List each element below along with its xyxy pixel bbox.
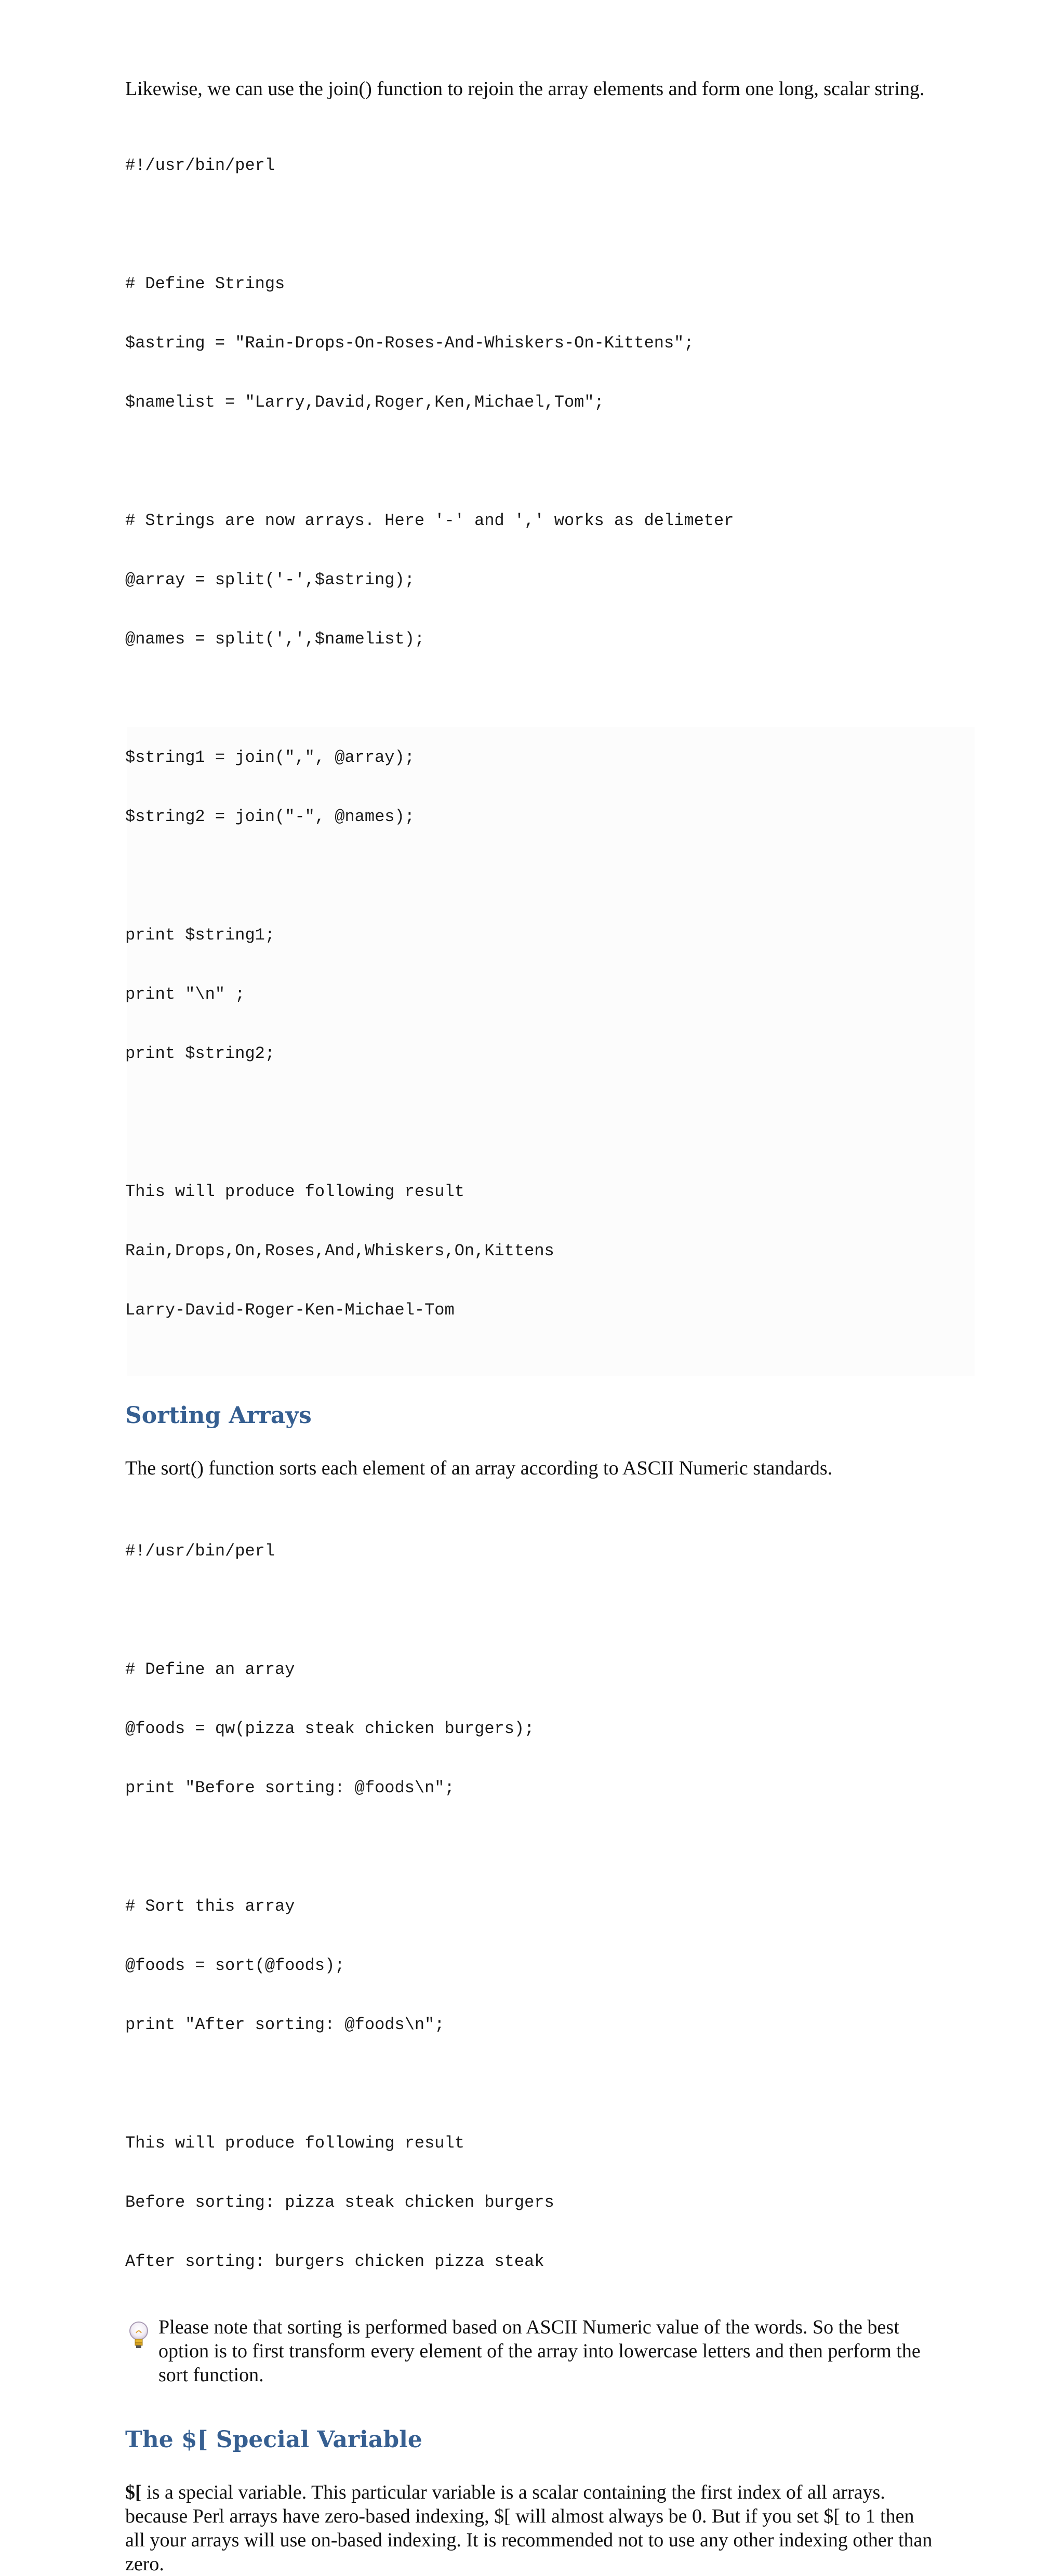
code-line (125, 452, 936, 472)
code-line: @foods = qw(pizza steak chicken burgers); (125, 1719, 535, 1738)
code-line: This will produce following result (125, 1182, 464, 1201)
code-line: $astring = "Rain-Drops-On-Roses-And-Whiskers-On-Kittens"; (125, 333, 694, 353)
code-line: # Define an array (125, 1660, 295, 1679)
code-line (125, 2074, 936, 2094)
code-line: print $string1; (125, 925, 275, 945)
code-line: @names = split(',',$namelist); (125, 629, 425, 649)
code-line: #!/usr/bin/perl (125, 1541, 275, 1561)
code-line: This will produce following result (125, 2134, 464, 2153)
special-variable-term: $[ (125, 2481, 142, 2503)
intro-paragraph: Likewise, we can use the join() function to rejoin the array elements and form one long, scalar string. (125, 78, 925, 100)
code-line: Rain,Drops,On,Roses,And,Whiskers,On,Kittens (125, 1241, 554, 1260)
code-line: Before sorting: pizza steak chicken burgers (125, 2193, 554, 2212)
code-line: Larry-David-Roger-Ken-Michael-Tom (125, 1300, 455, 1320)
special-variable-text: is a special variable. This particular variable is a scalar containing the first index of all arrays. because Perl arrays have zero-based indexing, $[ will almost always be 0. But if you set $[ to 1 then all your arrays will use on-based indexing. It is recommended not to use any other indexing other than zero. (125, 2481, 933, 2575)
page-content (125, 77, 936, 2576)
code-line: print "Before sorting: @foods\n"; (125, 1778, 455, 1797)
code-result-join (125, 1143, 936, 1360)
code-line: print $string2; (125, 1044, 275, 1063)
code-line (125, 866, 936, 886)
code-line: # Define Strings (125, 274, 285, 293)
code-line: $namelist = "Larry,David,Roger,Ken,Michael,Tom"; (125, 393, 604, 412)
code-line: @foods = sort(@foods); (125, 1956, 345, 1975)
code-line: print "After sorting: @foods\n"; (125, 2015, 445, 2034)
section-heading-special-variable: The $[ Special Variable (125, 2426, 422, 2453)
code-line: $string1 = join(",", @array); (125, 748, 415, 767)
code-line: After sorting: burgers chicken pizza steak (125, 2252, 544, 2271)
code-line (125, 689, 936, 708)
code-block-sort (125, 1502, 936, 2311)
code-line: #!/usr/bin/perl (125, 156, 275, 175)
code-line: $string2 = join("-", @names); (125, 807, 415, 826)
code-line (125, 215, 936, 235)
code-block-join (125, 116, 936, 1103)
special-variable-paragraph (125, 2480, 936, 2576)
section-heading-sorting: Sorting Arrays (125, 1402, 312, 1429)
code-line (125, 1601, 936, 1620)
code-line (125, 1837, 936, 1857)
lightbulb-icon (127, 2320, 150, 2352)
code-line: @array = split('-',$astring); (125, 570, 415, 589)
code-line: # Sort this array (125, 1897, 295, 1916)
note-text: Please note that sorting is performed based on ASCII Numeric value of the words. So the best option is to first transform every element of the array into lowercase letters and then perform the sort function. (158, 2316, 921, 2386)
code-line: print "\n" ; (125, 985, 245, 1004)
note-box (125, 2315, 936, 2387)
code-line: # Strings are now arrays. Here '-' and ',' works as delimeter (125, 511, 734, 530)
sorting-paragraph: The sort() function sorts each element of an array according to ASCII Numeric standards. (125, 1457, 833, 1479)
